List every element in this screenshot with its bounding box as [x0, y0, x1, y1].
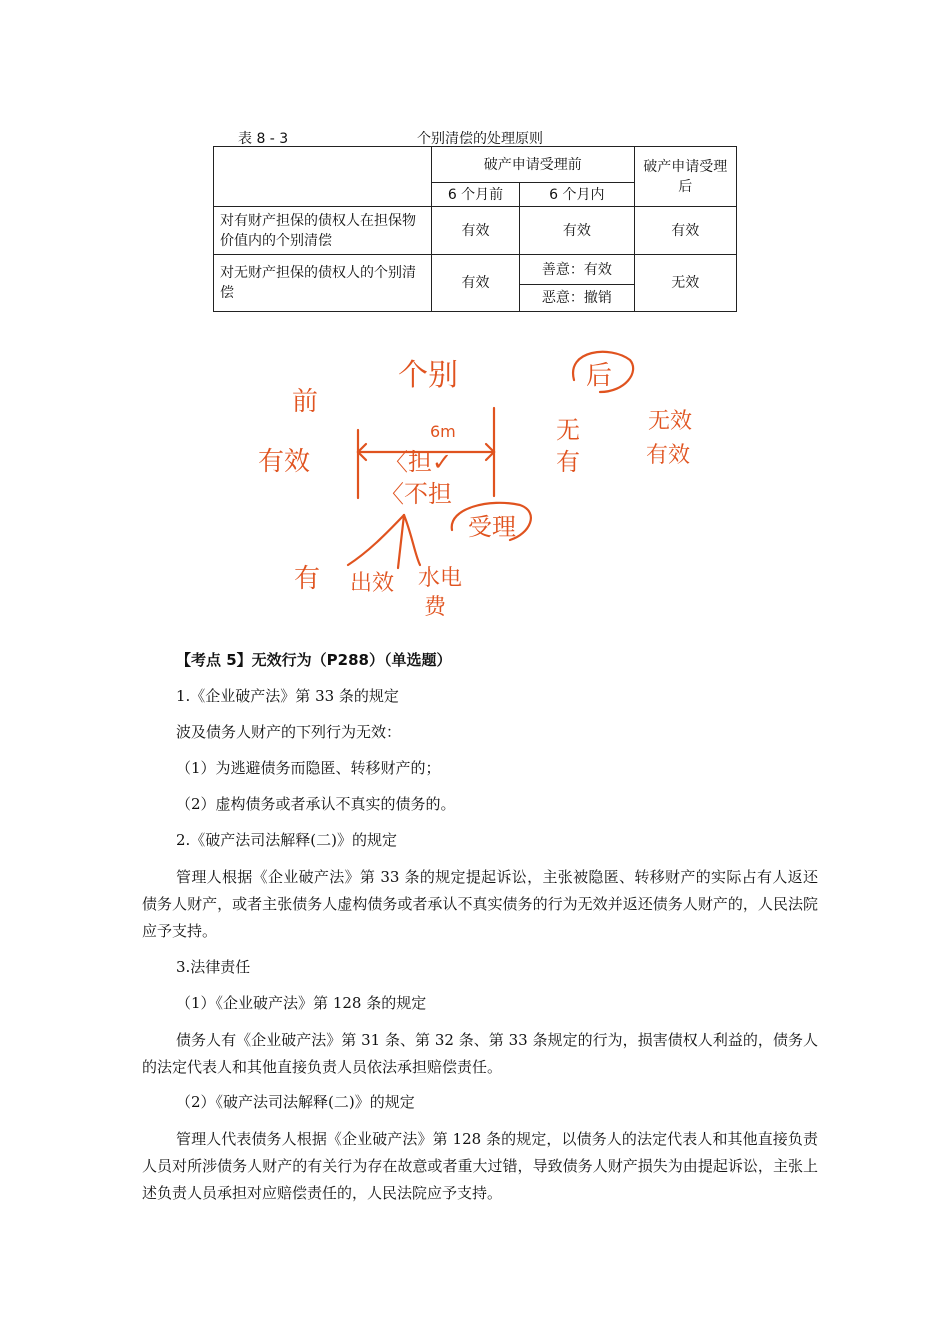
header-6-months-within: 6 个月内: [520, 183, 635, 207]
hw-qian: 前: [292, 387, 319, 417]
item-7: 3.法律责任: [176, 958, 251, 976]
hw-shuidian: 水电: [418, 566, 463, 591]
hw-6m: 6m: [430, 422, 456, 441]
row-unsecured-after: 无效: [634, 255, 736, 312]
row-unsecured-good-faith: 善意：有效: [520, 255, 635, 285]
row-secured-6m-before: 有效: [431, 207, 519, 255]
item-3: （1）为逃避债务而隐匿、转移财产的；: [176, 759, 441, 777]
row-secured-label: 对有财产担保的债权人在担保物价值内的个别清偿: [214, 207, 432, 255]
hw-fei: 费: [424, 595, 447, 620]
paragraph-2: 债务人有《企业破产法》第 31 条、第 32 条、第 33 条规定的行为，损害债权人利益的，债务人的法定代表人和其他直接负责人员依法承担赔偿责任。: [142, 1031, 818, 1076]
branch-right: [404, 515, 420, 565]
hw-gebie: 个别: [398, 358, 458, 393]
hw-you: 有: [556, 448, 580, 476]
hw-youxiao-right: 有效: [646, 443, 691, 468]
header-6-months-before: 6 个月前: [431, 183, 519, 207]
item-4: （2）虚构债务或者承认不真实的债务的。: [176, 795, 456, 813]
item-5: 2.《破产法司法解释(二)》的规定: [176, 831, 398, 849]
hw-youxiao: 有效: [258, 447, 311, 477]
table-caption-number: 表 8 - 3: [238, 131, 289, 147]
row-unsecured-label: 对无财产担保的债权人的个别清偿: [214, 255, 432, 312]
hw-dan: 〈担✓: [384, 448, 453, 476]
row-unsecured-bad-faith: 恶意：撤销: [520, 285, 635, 312]
handwritten-notes: [0, 0, 950, 640]
hw-you-bottom: 有: [294, 564, 321, 594]
hw-shouli: 受理: [468, 513, 516, 541]
branch-left: [348, 515, 404, 565]
header-after-acceptance: 破产申请受理后: [634, 147, 736, 207]
section-heading: 【考点 5】无效行为（P288）（单选题）: [176, 651, 452, 669]
hw-wuxiao: 无效: [648, 409, 693, 434]
row-secured-6m-within: 有效: [520, 207, 635, 255]
item-10: （2）《破产法司法解释(二)》的规定: [176, 1093, 415, 1111]
paragraph-1: 管理人根据《企业破产法》第 33 条的规定提起诉讼，主张被隐匿、转移财产的实际占有人返还债务人财产，或者主张债务人虚构债务或者承认不真实债务的行为无效并返还债务人财产的，人民法院应予支持。: [142, 868, 818, 940]
item-1: 1.《企业破产法》第 33 条的规定: [176, 687, 399, 705]
item-8: （1）《企业破产法》第 128 条的规定: [176, 994, 427, 1012]
hw-hou: 后: [586, 361, 613, 391]
header-before-acceptance: 破产申请受理前: [431, 147, 634, 183]
hw-budan: 〈不担: [380, 480, 452, 508]
branch-middle: [398, 515, 404, 568]
hw-wu: 无: [556, 416, 580, 444]
table-caption-title: 个别清偿的处理原则: [417, 131, 543, 147]
row-secured-after: 有效: [634, 207, 736, 255]
paragraph-3: 管理人代表债务人根据《企业破产法》第 128 条的规定，以债务人的法定代表人和其他直接负责人员对所涉债务人财产的有关行为存在故意或者重大过错，导致债务人财产损失为由提起诉讼，主张上述负责人员承担对应赔偿责任的，人民法院应予支持。: [142, 1130, 818, 1202]
item-2: 波及债务人财产的下列行为无效：: [176, 723, 402, 741]
hw-haixiao: 出效: [350, 571, 395, 596]
row-unsecured-6m-before: 有效: [431, 255, 519, 312]
